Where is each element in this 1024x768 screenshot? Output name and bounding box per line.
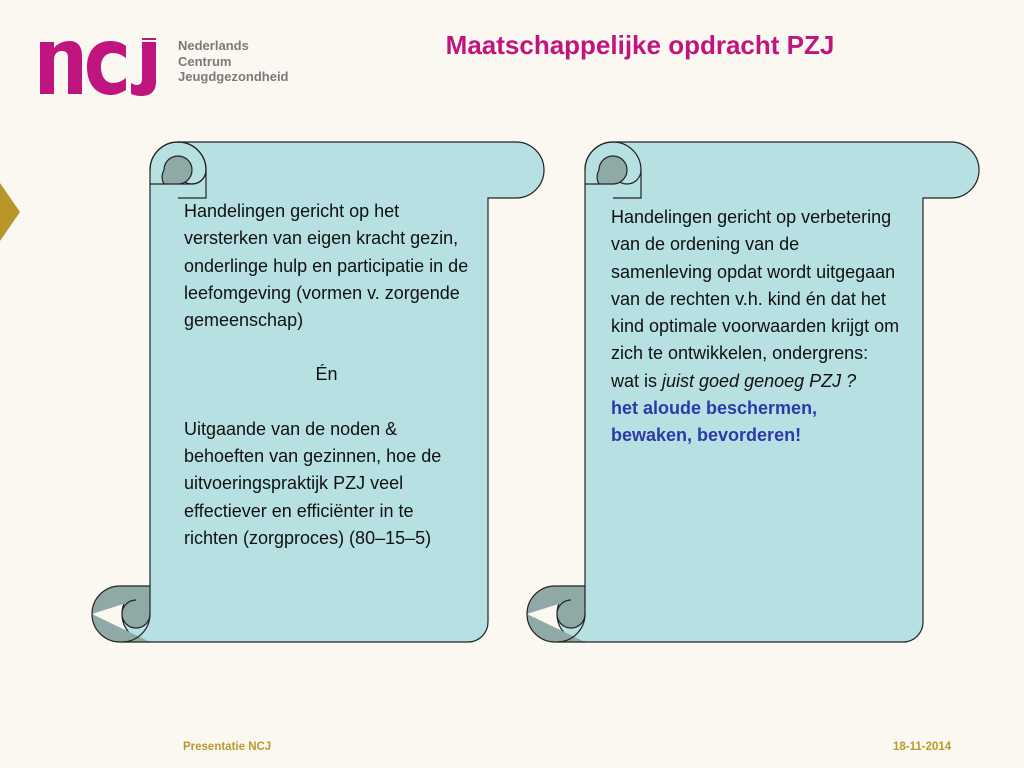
footer-date: 18-11-2014	[893, 741, 952, 753]
spacer	[184, 334, 469, 361]
ncj-logo-text	[178, 38, 289, 85]
logo-line: Nederlands	[178, 38, 249, 53]
slide-nav-arrow-icon[interactable]	[0, 183, 22, 241]
logo-line: Jeugdgezondheid	[178, 69, 289, 84]
ncj-logo	[38, 38, 298, 100]
spacer	[184, 389, 469, 416]
scroll-left-paragraph-1: Handelingen gericht op het versterken van eigen kracht gezin, onderlinge hulp en participatie in de leefomgeving (vormen v. zorgende gemeenschap)	[184, 201, 469, 331]
scroll-left-paragraph-2: Uitgaande van de noden & behoeften van gezinnen, hoe de uitvoeringspraktijk PZJ veel effectiever en efficiënter in te richten (zorgproces) (80–15–5)	[184, 418, 442, 548]
scroll-right-plain: Handelingen gericht op verbetering van de ordening van de samenleving opdat wordt uitgegaan van de rechten v.h. kind én dat het kind optimale voorwaarden krijgt om zich te ontwikkelen, ondergrens: wat is	[611, 207, 900, 391]
scroll-left-connector: Én	[315, 364, 338, 385]
ncj-logo-mark	[38, 38, 170, 98]
footer-presentation-label: Presentatie NCJ	[183, 741, 272, 753]
scroll-right-text	[611, 204, 901, 450]
scroll-right-bold: het aloude beschermen, bewaken, bevorderen!	[611, 398, 818, 446]
scroll-left	[90, 140, 550, 645]
slide-title: Maatschappelijke opdracht PZJ	[445, 30, 835, 60]
scroll-right-italic: juist goed genoeg PZJ ?	[662, 370, 857, 391]
scroll-right-paragraph	[611, 204, 901, 395]
scroll-right	[525, 140, 985, 645]
logo-line: Centrum	[178, 53, 232, 69]
scroll-left-text	[184, 198, 469, 552]
